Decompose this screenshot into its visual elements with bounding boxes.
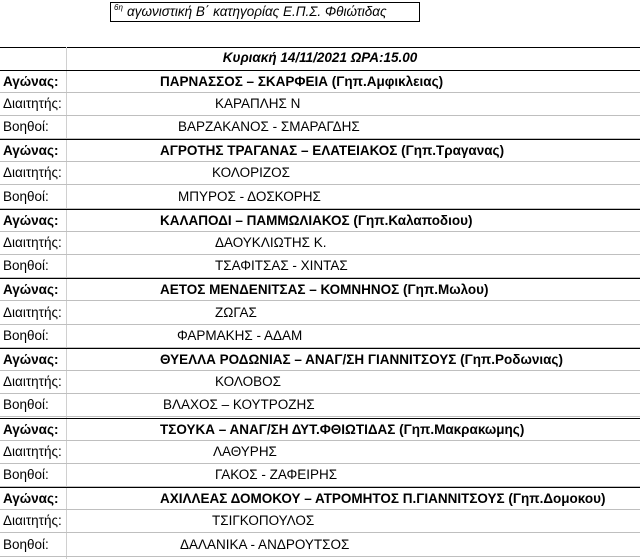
assistants-names: ΔΑΛΑΝΙΚΑ - ΑΝΔΡΟΥΤΣΟΣ: [180, 536, 350, 552]
assistants-names: ΓΑΚΟΣ - ΖΑΦΕΙΡΗΣ: [215, 466, 338, 482]
match-row[interactable]: [0, 278, 640, 301]
assistants-label: Βοηθοί:: [3, 536, 49, 552]
assistants-row[interactable]: [0, 255, 640, 278]
page-title: αγωνιστική Β΄ κατηγορίας Ε.Π.Σ. Φθιώτιδας: [127, 4, 387, 19]
referee-name: ΛΑΘΥΡΗΣ: [213, 443, 277, 459]
assistants-label: Βοηθοί:: [3, 188, 49, 204]
match-label: Αγώνας:: [3, 73, 59, 89]
assistants-row[interactable]: [0, 464, 640, 487]
match-row[interactable]: [0, 487, 640, 510]
referee-label: Διαιτητής:: [3, 374, 62, 390]
referee-name: ΔΑΟΥΚΛΙΩΤΗΣ Κ.: [215, 234, 327, 250]
referee-label: Διαιτητής:: [3, 443, 62, 459]
referee-label: Διαιτητής:: [3, 165, 62, 181]
match-label: Αγώνας:: [3, 421, 59, 437]
match-row[interactable]: [0, 348, 640, 371]
assistants-row[interactable]: [0, 116, 640, 139]
assistants-names: ΒΛΑΧΟΣ – ΚΟΥΤΡΟΖΗΣ: [163, 397, 315, 413]
referee-label: Διαιτητής:: [3, 95, 62, 111]
referee-name: ΖΩΓΑΣ: [215, 304, 257, 320]
match-teams: ΠΑΡΝΑΣΣΟΣ – ΣΚΑΡΦΕΙΑ (Γηπ.Αμφικλειας): [160, 73, 444, 89]
match-row[interactable]: [0, 139, 640, 162]
referee-label: Διαιτητής:: [3, 513, 62, 529]
match-row[interactable]: [0, 70, 640, 93]
match-teams: ΤΣΟΥΚΑ – ΑΝΑΓ/ΣΗ ΔΥΤ.ΦΘΙΩΤΙΔΑΣ (Γηπ.Μακρακωμης): [160, 421, 525, 437]
assistants-row[interactable]: [0, 394, 640, 417]
match-teams: ΘΥΕΛΛΑ ΡΟΔΩΝΙΑΣ – ΑΝΑΓ/ΣΗ ΓΙΑΝΝΙΤΣΟΥΣ (Γηπ.Ροδωνιας): [160, 351, 563, 367]
match-teams: ΑΓΡΟΤΗΣ ΤΡΑΓΑΝΑΣ – ΕΛΑΤΕΙΑΚΟΣ (Γηπ.Τραγανας): [160, 143, 505, 159]
assistants-label: Βοηθοί:: [3, 397, 49, 413]
assistants-names: ΜΠΥΡΟΣ - ΔΟΣΚΟΡΗΣ: [178, 188, 321, 204]
referee-name: ΚΟΛΟΡΙΖΟΣ: [212, 165, 290, 181]
match-row[interactable]: [0, 418, 640, 441]
referee-row[interactable]: [0, 441, 640, 464]
round-number: 6η: [114, 3, 123, 12]
referee-label: Διαιτητής:: [3, 234, 62, 250]
match-teams: ΚΑΛΑΠΟΔΙ – ΠΑΜΜΩΛΙΑΚΟΣ (Γηπ.Καλαποδιου): [160, 212, 473, 228]
assistants-label: Βοηθοί:: [3, 466, 49, 482]
date-time-text: Κυριακή 14/11/2021 ΩΡΑ:15.00: [222, 50, 418, 65]
match-label: Αγώνας:: [3, 282, 59, 298]
match-label: Αγώνας:: [3, 143, 59, 159]
referee-row[interactable]: [0, 302, 640, 325]
referee-label: Διαιτητής:: [3, 304, 62, 320]
referee-row[interactable]: [0, 371, 640, 394]
match-row[interactable]: [0, 209, 640, 232]
referee-row[interactable]: [0, 510, 640, 533]
match-teams: ΑΕΤΟΣ ΜΕΝΔΕΝΙΤΣΑΣ – ΚΟΜΝΗΝΟΣ (Γηπ.Μωλου): [160, 282, 489, 298]
referee-name: ΤΣΙΓΚΟΠΟΥΛΟΣ: [212, 513, 315, 529]
match-label: Αγώνας:: [3, 212, 59, 228]
match-label: Αγώνας:: [3, 351, 59, 367]
assistants-row[interactable]: [0, 325, 640, 348]
assistants-names: ΦΑΡΜΑΚΗΣ - ΑΔΑΜ: [177, 327, 303, 343]
assistants-names: ΒΑΡΖΑΚΑΝΟΣ - ΣΜΑΡΑΓΔΗΣ: [178, 118, 360, 134]
assistants-label: Βοηθοί:: [3, 118, 49, 134]
match-teams: ΑΧΙΛΛΕΑΣ ΔΟΜΟΚΟΥ – ΑΤΡΟΜΗΤΟΣ Π.ΓΙΑΝΝΙΤΣΟΥΣ (Γηπ.Δομοκου): [160, 491, 606, 507]
date-row[interactable]: [0, 47, 640, 69]
assistants-label: Βοηθοί:: [3, 327, 49, 343]
referee-row[interactable]: [0, 232, 640, 255]
referee-row[interactable]: [0, 162, 640, 185]
referee-name: ΚΟΛΟΒΟΣ: [215, 374, 281, 390]
assistants-row[interactable]: [0, 186, 640, 209]
assistants-label: Βοηθοί:: [3, 258, 49, 274]
assistants-row[interactable]: [0, 534, 640, 557]
match-label: Αγώνας:: [3, 491, 59, 507]
referee-name: ΚΑΡΑΠΛΗΣ Ν: [215, 95, 301, 111]
title-cell[interactable]: [110, 2, 420, 22]
assistants-names: ΤΣΑΦΙΤΣΑΣ - ΧΙΝΤΑΣ: [215, 258, 348, 274]
referee-row[interactable]: [0, 93, 640, 116]
